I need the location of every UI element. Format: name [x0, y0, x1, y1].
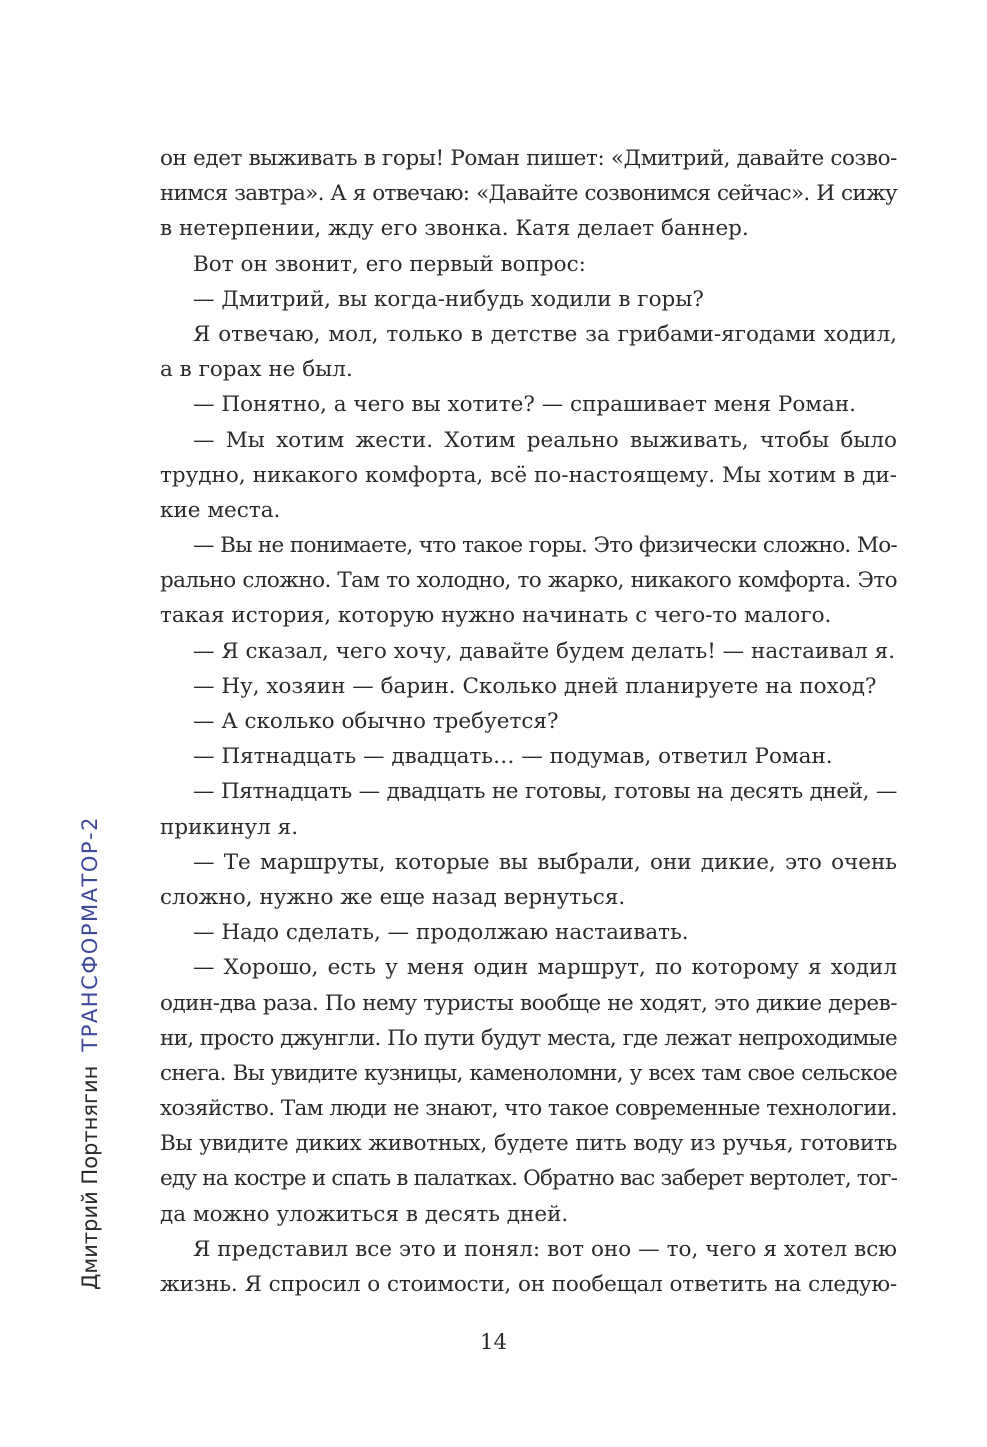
text-line: жизнь. Я спросил о стоимости, он пообещал ответить на следую- [160, 1272, 897, 1297]
text-line: — Пятнадцать — двадцать… — подумав, ответил Роман. [193, 744, 833, 770]
text-line: — Дмитрий, вы когда-нибудь ходили в горы? [193, 286, 704, 312]
running-head-vertical [74, 730, 106, 1290]
text-line: да можно уложиться в десять дней. [160, 1201, 569, 1227]
text-line: — Надо сделать, — продолжаю настаивать. [193, 920, 689, 946]
text-line: в нетерпении, жду его звонка. Катя делает баннер. [160, 216, 749, 242]
text-line: Вот он звонит, его первый вопрос: [193, 251, 586, 277]
text-line: — Понятно, а чего вы хотите? — спрашивает меня Роман. [193, 392, 856, 418]
text-line: один-два раза. По нему туристы вообще не ходят, это дикие дерев- [160, 990, 897, 1016]
text-line: — Я сказал, чего хочу, давайте будем делать! — настаивал я. [193, 638, 896, 664]
text-line: такая история, которую нужно начинать с чего-то малого. [160, 603, 832, 629]
text-line: а в горах не был. [160, 357, 353, 383]
text-line: трудно, никакого комфорта, всё по-настоящему. Мы хотим в ди- [160, 462, 897, 488]
text-line: — Пятнадцать — двадцать не готовы, готовы на десять дней, — [193, 779, 897, 805]
text-line: ни, просто джунгли. По пути будут места, где лежат непроходимые [160, 1025, 897, 1051]
text-line: — А сколько обычно требуется? [193, 709, 559, 734]
text-line: рально сложно. Там то холодно, то жарко, никакого комфорта. Это [160, 568, 897, 594]
text-line: Я отвечаю, мол, только в детстве за грибами-ягодами ходил, [193, 321, 897, 347]
text-line: нимся завтра». А я отвечаю: «Давайте созвонимся сейчас». И сижу [160, 181, 897, 207]
text-line: — Вы не понимаете, что такое горы. Это физически сложно. Мо- [193, 533, 897, 559]
text-line: — Ну, хозяин — барин. Сколько дней планируете на поход? [193, 673, 877, 699]
text-line: — Хорошо, есть у меня один маршрут, по которому я ходил [193, 955, 897, 981]
text-line: — Те маршруты, которые вы выбрали, они дикие, это очень [193, 849, 897, 875]
text-line: хозяйство. Там люди не знают, что такое современные технологии. [160, 1096, 897, 1122]
text-line: Вы увидите диких животных, будете пить воду из ручья, готовить [160, 1131, 897, 1157]
text-line: прикинул я. [160, 814, 299, 840]
author-name: Дмитрий Портнягин [78, 1065, 102, 1290]
page-number: 14 [479, 1330, 508, 1355]
text-line: — Мы хотим жести. Хотим реально выживать, чтобы было [193, 427, 897, 453]
page-body-text [160, 141, 897, 1302]
text-line: снега. Вы увидите кузницы, каменоломни, у всех там свое сельское [160, 1060, 897, 1086]
text-line: еду на костре и спать в палатках. Обратно вас заберет вертолет, тог- [160, 1166, 898, 1192]
text-line: сложно, нужно же еще назад вернуться. [160, 884, 626, 910]
text-line: кие места. [160, 497, 281, 523]
text-line: он едет выживать в горы! Роман пишет: «Дмитрий, давайте созво- [160, 146, 897, 171]
book-title: ТРАНСФОРМАТОР-2 [78, 816, 102, 1052]
text-line: Я представил все это и понял: вот оно — то, чего я хотел всю [193, 1236, 897, 1262]
